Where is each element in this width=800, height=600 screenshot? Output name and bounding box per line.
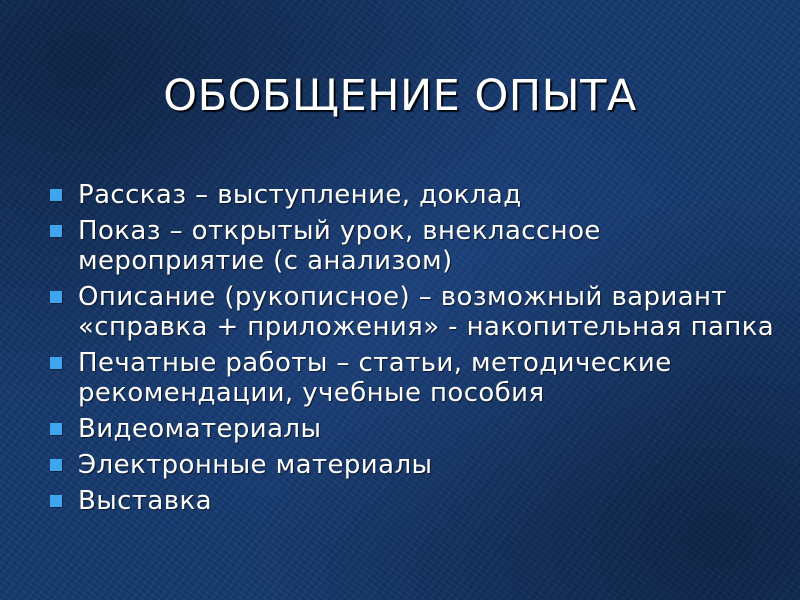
bullet-text: Рассказ – выступление, доклад [78,180,522,210]
square-bullet-icon [50,291,62,303]
square-bullet-icon [50,225,62,237]
bullet-item [48,450,778,480]
bullet-item [48,414,778,444]
square-bullet-icon [50,189,62,201]
bullet-text: Показ – открытый урок, внеклассное мероприятие (с анализом) [78,216,601,276]
bullet-text: Печатные работы – статьи, методические рекомендации, учебные пособия [78,348,672,408]
square-bullet-icon [50,459,62,471]
square-bullet-icon [50,495,62,507]
bullet-text: Описание (рукописное) – возможный вариант «справка + приложения» - накопительная папка [78,282,775,342]
square-bullet-icon [50,357,62,369]
bullet-item [48,282,778,342]
bullet-text: Видеоматериалы [78,414,322,444]
bullet-item [48,180,778,210]
bullet-item [48,348,778,408]
square-bullet-icon [50,423,62,435]
bullet-text: Электронные материалы [78,450,433,480]
slide-title: ОБОБЩЕНИЕ ОПЫТА [163,71,637,121]
bullet-item [48,486,778,516]
bullet-list [48,180,778,522]
bullet-text: Выставка [78,486,212,516]
bullet-item [48,216,778,276]
